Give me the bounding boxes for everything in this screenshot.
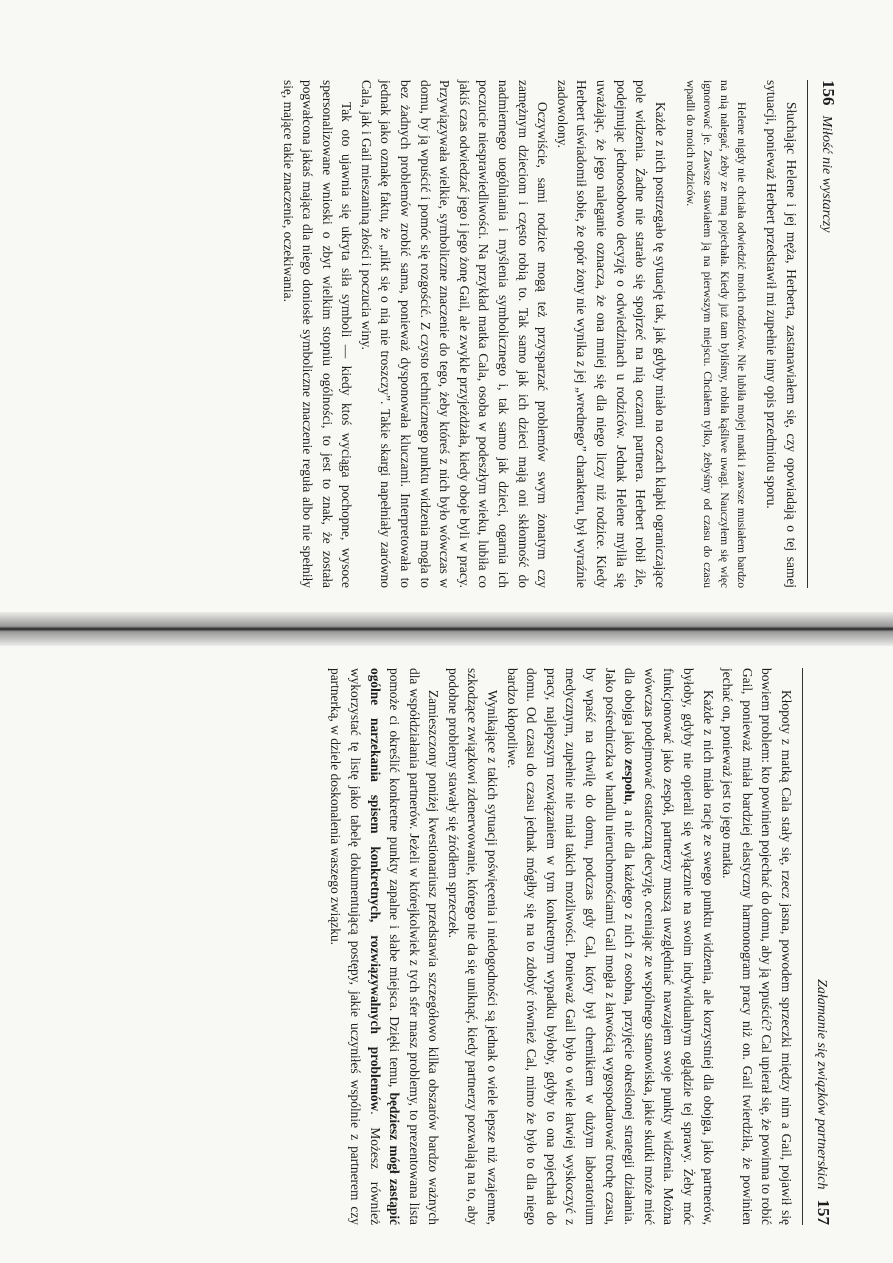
paragraph-text: , a nie dla każdego z nich z osobna, przyjęcie określonej strategii działania. Jako pośredniczka w handlu nieruchomościami Gail mogła z łatwością wygospodarować trochę czasu, by wpaść na chwilę do domu, podczas gdy Cal, który był chemikiem w dużym laboratorium medycznym, zupełnie nie miał takich możliwości. Ponieważ Gail było o wiele łatwiej wyskoczyć z pracy, najlepszym rozwiązaniem w tym konkretnym wypadku byłoby, gdyby to ona pojechała do domu. Od czasu do czasu jednak mógłby się na to zdobyć również Cal, mimo że było to dla niego bardzo kłopotliwe. xyxy=(504,668,638,1225)
paragraph-text: Zamieszczony poniżej kwestionariusz przedstawia szczegółowo kilka obszarów bardzo ważnych dla współdziałania partnerów. Jeżeli w którejkolwiek z tych sfer masz problemy, to prezentowana lista pomoże ci określić konkretne punkty zapalne i słabe miejsca. Dzięki temu, xyxy=(387,668,442,1225)
paragraph: Każde z nich postrzegało tę sytuację tak, jak gdyby miało na oczach klapki ograniczające pole widzenia. Żadne nie starało się spojrzeć na nią oczami partnera. Herbert robił źle, podejmując jednoosobowo decyzję o odwiedzinach u rodziców. Jednak Helene myliła się uważając, że jego naleganie oznacza, że ona mniej się dla niego liczy niż rodzice. Kiedy Herbert uświadomił sobie, że opór żony nie wynika z jej „wrednego” charakteru, był wyraźnie zadowolony. xyxy=(554,80,668,588)
right-running-head xyxy=(813,668,833,1225)
page-number-left: 156 xyxy=(819,80,838,106)
running-title-right: Załamanie się związków partnerskich xyxy=(814,979,829,1190)
paragraph: Słuchając Helene i jej męża, Herberta, zastanawiałem się, czy opowiadają o tej samej sytuacji, ponieważ Herbert przedstawił mi zupełnie inny opis przedmiotu sporu. xyxy=(764,80,799,588)
paragraph: Kłopoty z matką Cala stały się, rzecz jasna, powodem sprzeczki między nim a Gail, pojawił się bowiem problem: kto powinien pojechać do domu, aby ją wpuścić? Cal upierał się, że powinna to robić Gail, ponieważ miała bardziej elastyczny harmonogram pracy niż on. Gail twierdziła, że powinien jechać on, ponieważ jest to jego matka. xyxy=(720,668,794,1225)
book-gutter xyxy=(0,612,893,646)
header-rule-right xyxy=(802,668,803,1225)
header-rule-left xyxy=(807,80,808,588)
page-number-right: 157 xyxy=(814,1199,833,1225)
left-running-head xyxy=(818,80,838,588)
left-page xyxy=(0,0,893,620)
paragraph: Oczywiście, sami rodzice mogą też przysparzać problemów swym żonatym czy zamężnym dzieciom i często robią to. Tak samo jak ich dzieci mają oni skłonność do nadmiernego uogólniania i myślenia symbolicznego i, tak samo jak dzieci, ogarnia ich poczucie niesprawiedliwości. Na przykład matka Cala, osoba w podeszłym wieku, lubiła co jakiś czas odwiedzać jego i jego żonę Gail, ale zwykle przyjeżdżała, kiedy oboje byli w pracy. Przywiązywała wielkie, symboliczne znaczenie do tego, żeby któreś z nich było wówczas w domu, by ją wpuścić i pomóc się rozgościć. Z czysto technicznego punktu widzenia mogła to bez żadnych problemów zrobić sama, ponieważ dysponowała kluczami. Interpretowała to jednak jako oznakę faktu, że „nikt się o nią nie troszczy”. Takie skargi napełniały zarówno Cala, jak i Gail mieszaniną złości i poczucia winy. xyxy=(358,80,551,588)
paragraph xyxy=(502,668,718,1225)
paragraph xyxy=(326,668,444,1225)
paragraph: Wynikające z takich sytuacji poświęcenia i niedogodności są jednak o wiele lepsze niż wzajemne, szkodzące związkowi zdenerwowanie, którego nie da się uniknąć, kiedy partnerzy pozwalają na to, aby podobne problemy stawały się źródłem sprzeczek. xyxy=(445,668,501,1225)
emphasis-text: będziesz mógł zastąpić ogólne narzekania spisem konkretnych, rozwiązywalnych problemów xyxy=(367,668,403,1225)
paragraph-text: . Możesz również wykorzystać tę listę jako tabelę dokumentującą postępy, jakie uczyniłeś wspólnie z partnerem czy partnerką, w dziele doskonalenia waszego związku. xyxy=(328,668,383,1225)
paragraph-text: Każde z nich miało rację ze swego punktu widzenia, ale korzystniej dla obojga, jako partnerów, byłoby, gdyby nie opierali się wyłącznie na swoim indywidualnym oglądzie tej sprawy. Żeby móc funkcjonować jako zespół, partnerzy muszą uwzględniać nawzajem swoje punkty widzenia. Można wówczas podejmować ostateczną decyzję, oceniając ze wspólnego stanowiska, jakie skutki może mieć dla obojga jako xyxy=(622,668,716,1225)
right-page xyxy=(0,642,893,1263)
paragraph: Tak oto ujawnia się ukryta siła symboli — kiedy ktoś wyciąga pochopne, wysoce spersonalizowane wnioski o zbyt wielkim stopniu ogólności, to jest to znak, że została pogwałcona jakaś mająca dla niego doniosłe symboliczne znaczenie reguła albo nie spełniły się, mające takie znaczenie, oczekiwania. xyxy=(280,80,355,588)
quoted-statement: Helene nigdy nie chciała odwiedzić moich rodziców. Nie lubiła mojej matki i zawsze musiałem bardzo na nią nalegać, żeby ze mną pojechała. Kiedy już tam byliśmy, robiła kąśliwe uwagi. Nauczyłem się więc ignorować je. Zawsze stawiałem ją na pierwszym miejscu. Chciałem tylko, żebyśmy od czasu do czasu wpadli do moich rodziców. xyxy=(683,80,748,588)
emphasis-text: zespołu xyxy=(622,759,638,802)
running-title-left: Miłość nie wystarczy xyxy=(819,115,834,233)
